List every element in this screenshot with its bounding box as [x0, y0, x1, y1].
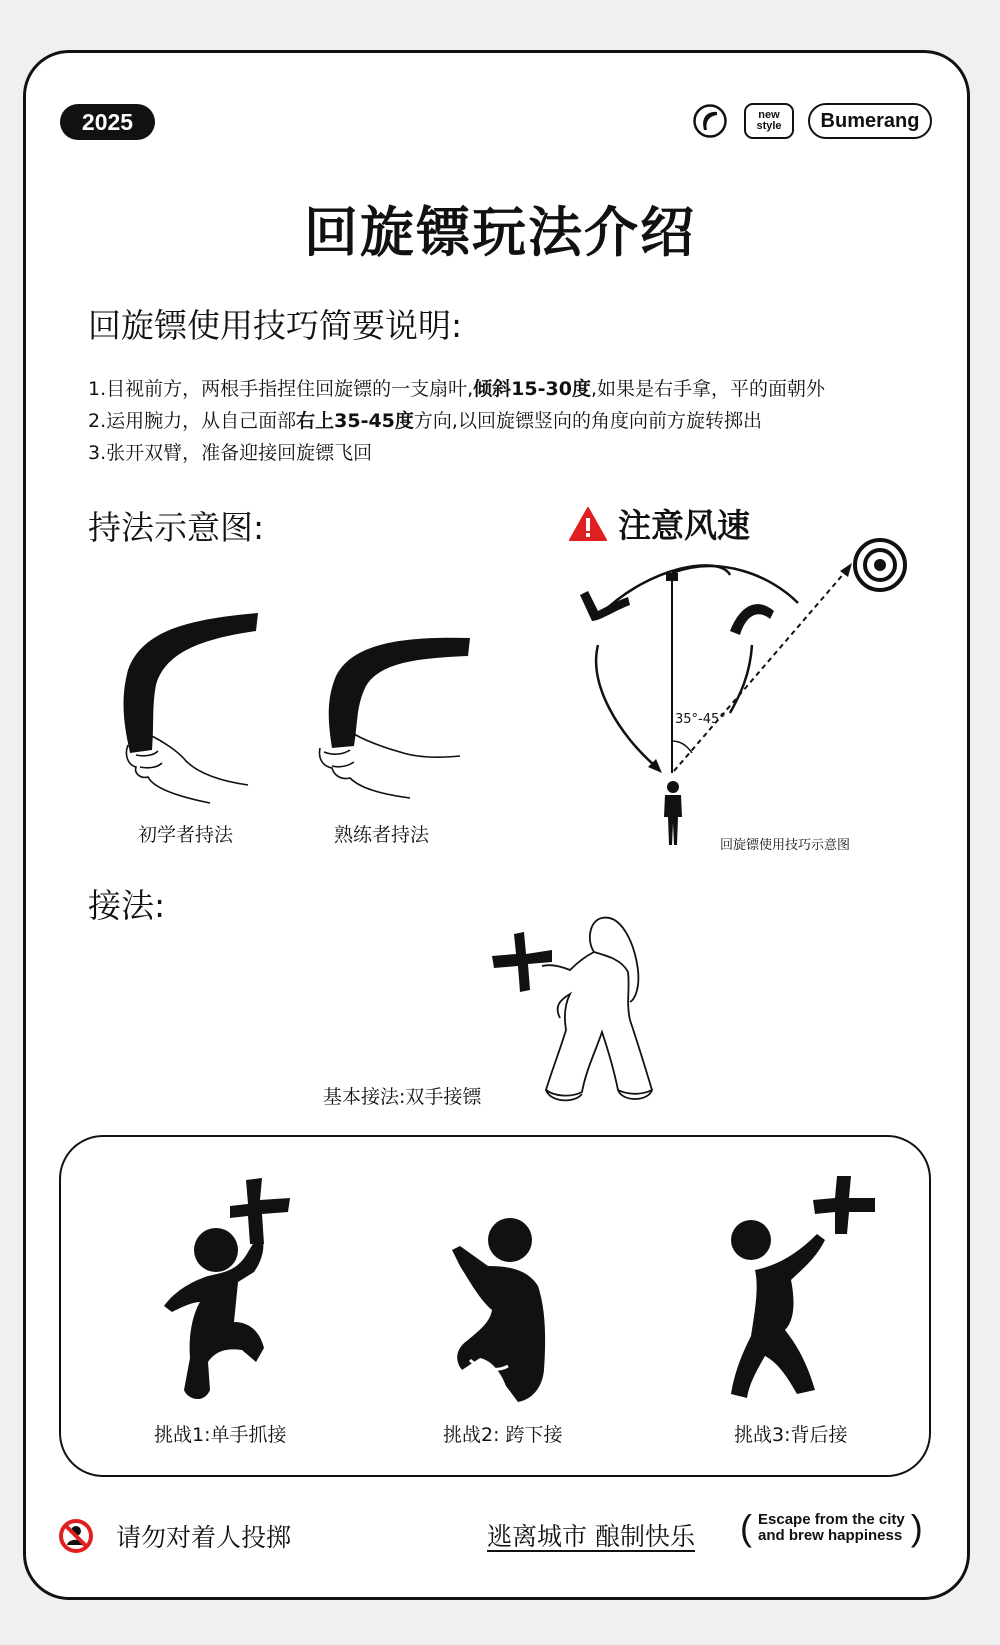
- tip-line-2: 2.运用腕力，从自己面部右上35-45度方向,以回旋镖竖向的角度向前方旋转掷出: [88, 410, 762, 432]
- footer-warning-text: 请勿对着人投掷: [116, 1523, 292, 1552]
- tips-heading: 回旋镖使用技巧简要说明:: [88, 306, 463, 345]
- basic-catch-caption: 基本接法:双手接镖: [323, 1086, 482, 1108]
- page-title: 回旋镖玩法介绍: [304, 201, 696, 264]
- tips-list: [88, 373, 948, 469]
- year-badge: 2025: [60, 104, 155, 140]
- brand-badge: Bumerang: [808, 103, 932, 139]
- angle-label: 35°-45°: [675, 712, 726, 727]
- grip-beginner-illustration: [110, 605, 260, 805]
- grip-beginner-caption: 初学者持法: [138, 824, 234, 846]
- wind-heading: 注意风速: [618, 506, 750, 545]
- new-style-badge: [744, 103, 794, 139]
- challenge-3-caption: 挑战3:背后接: [734, 1424, 848, 1446]
- catch-heading: 接法:: [88, 886, 166, 925]
- challenge-2-caption: 挑战2: 跨下接: [443, 1424, 563, 1446]
- challenge-1-illustration: [160, 1172, 320, 1407]
- swirl-logo-icon: [692, 103, 728, 139]
- throw-diagram: [570, 535, 920, 855]
- badge-new-text: new: [758, 109, 780, 121]
- footer-slogan: 逃离城市 酿制快乐: [487, 1522, 695, 1551]
- escape-line-2: and brew happiness: [758, 1527, 903, 1544]
- no-people-icon: [58, 1518, 94, 1554]
- footer-english-slogan: ( Escape from the city and brew happiness ): [740, 1507, 923, 1548]
- challenge-2-illustration: [450, 1210, 570, 1410]
- grip-expert-caption: 熟练者持法: [334, 824, 430, 846]
- grip-expert-illustration: [310, 622, 475, 802]
- challenge-1-caption: 挑战1:单手抓接: [154, 1424, 287, 1446]
- tip-line-3: 3.张开双臂，准备迎接回旋镖飞回: [88, 442, 373, 464]
- footer-warning: [58, 1518, 291, 1554]
- escape-line-1: Escape from the city: [758, 1511, 905, 1528]
- tip-line-1: 1.目视前方，两根手指捏住回旋镖的一支扇叶,倾斜15-30度,如果是右手拿，平的面朝外: [88, 378, 825, 400]
- badge-style-text: style: [756, 120, 782, 132]
- challenge-3-illustration: [725, 1170, 885, 1410]
- diagram-caption: 回旋镖使用技巧示意图: [720, 838, 851, 853]
- basic-catch-illustration: [490, 910, 690, 1110]
- grip-heading: 持法示意图:: [88, 508, 265, 547]
